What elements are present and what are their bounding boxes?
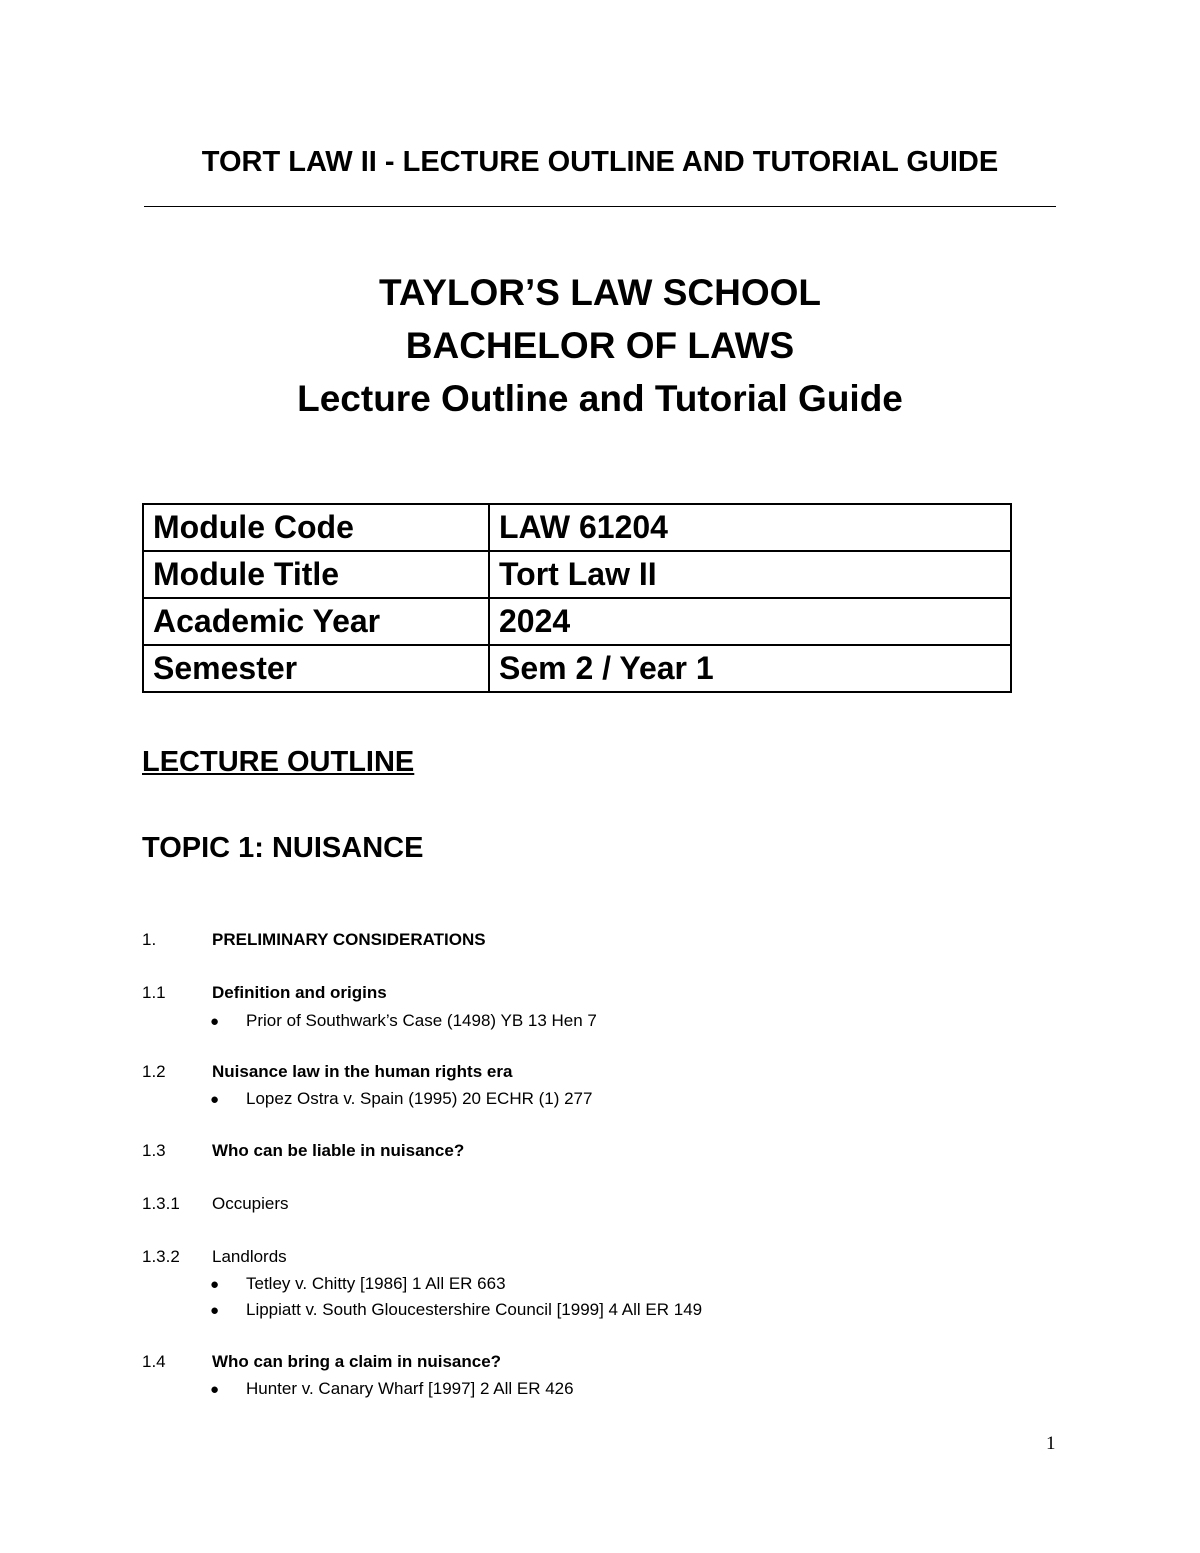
school-name: TAYLOR’S LAW SCHOOL	[379, 272, 821, 313]
section-1-3	[142, 1141, 464, 1161]
case-citation	[210, 1011, 597, 1031]
semester-label: Semester	[143, 645, 489, 692]
section-number: 1.2	[142, 1062, 166, 1081]
section-title: Occupiers	[212, 1194, 289, 1213]
header-rule	[144, 206, 1056, 207]
section-number: 1.3.2	[142, 1247, 180, 1266]
section-1-1	[142, 983, 387, 1003]
section-number: 1.4	[142, 1352, 166, 1371]
module-table	[142, 503, 1012, 693]
module-title-value: Tort Law II	[489, 551, 1011, 598]
table-row	[143, 598, 1011, 645]
section-title: Nuisance law in the human rights era	[212, 1062, 513, 1081]
case-citation	[210, 1089, 592, 1109]
bullet-icon: ●	[210, 1381, 220, 1398]
section-1-2	[142, 1062, 512, 1082]
case-text: Prior of Southwark’s Case (1498) YB 13 Hen 7	[246, 1011, 597, 1030]
bullet-icon: ●	[210, 1013, 220, 1030]
section-title: Definition and origins	[212, 983, 387, 1002]
table-row	[143, 645, 1011, 692]
case-text: Tetley v. Chitty [1986] 1 All ER 663	[246, 1274, 506, 1293]
degree-name: BACHELOR OF LAWS	[405, 325, 795, 366]
section-title: Landlords	[212, 1247, 287, 1266]
section-1-3-2	[142, 1247, 287, 1267]
case-citation	[210, 1379, 574, 1399]
case-citation	[210, 1300, 702, 1320]
section-title: Who can be liable in nuisance?	[212, 1141, 465, 1160]
module-title-label: Module Title	[143, 551, 489, 598]
document-title: Lecture Outline and Tutorial Guide	[297, 378, 903, 419]
section-number: 1.3	[142, 1141, 166, 1160]
section-number: 1.1	[142, 983, 166, 1002]
topic-heading: TOPIC 1: NUISANCE	[142, 832, 424, 864]
module-code-value: LAW 61204	[489, 504, 1011, 551]
page-number: 1	[1046, 1433, 1056, 1454]
table-row	[143, 551, 1011, 598]
section-1-3-1	[142, 1194, 289, 1214]
section-number: 1.3.1	[142, 1194, 180, 1213]
bullet-icon: ●	[210, 1276, 220, 1293]
section-title: Who can bring a claim in nuisance?	[212, 1352, 502, 1371]
academic-year-value: 2024	[489, 598, 1011, 645]
section-1	[142, 930, 486, 950]
section-1-4	[142, 1352, 501, 1372]
bullet-icon: ●	[210, 1302, 220, 1319]
table-row	[143, 504, 1011, 551]
module-code-label: Module Code	[143, 504, 489, 551]
case-text: Hunter v. Canary Wharf [1997] 2 All ER 426	[246, 1379, 574, 1398]
case-text: Lopez Ostra v. Spain (1995) 20 ECHR (1) 277	[246, 1089, 593, 1108]
case-citation	[210, 1274, 506, 1294]
lecture-outline-heading: LECTURE OUTLINE	[142, 746, 415, 778]
case-text: Lippiatt v. South Gloucestershire Council [1999] 4 All ER 149	[246, 1300, 703, 1319]
semester-value: Sem 2 / Year 1	[489, 645, 1011, 692]
academic-year-label: Academic Year	[143, 598, 489, 645]
bullet-icon: ●	[210, 1091, 220, 1108]
section-title: PRELIMINARY CONSIDERATIONS	[212, 930, 486, 949]
section-number: 1.	[142, 930, 157, 949]
header-title: TORT LAW II - LECTURE OUTLINE AND TUTORIAL GUIDE	[201, 146, 999, 178]
